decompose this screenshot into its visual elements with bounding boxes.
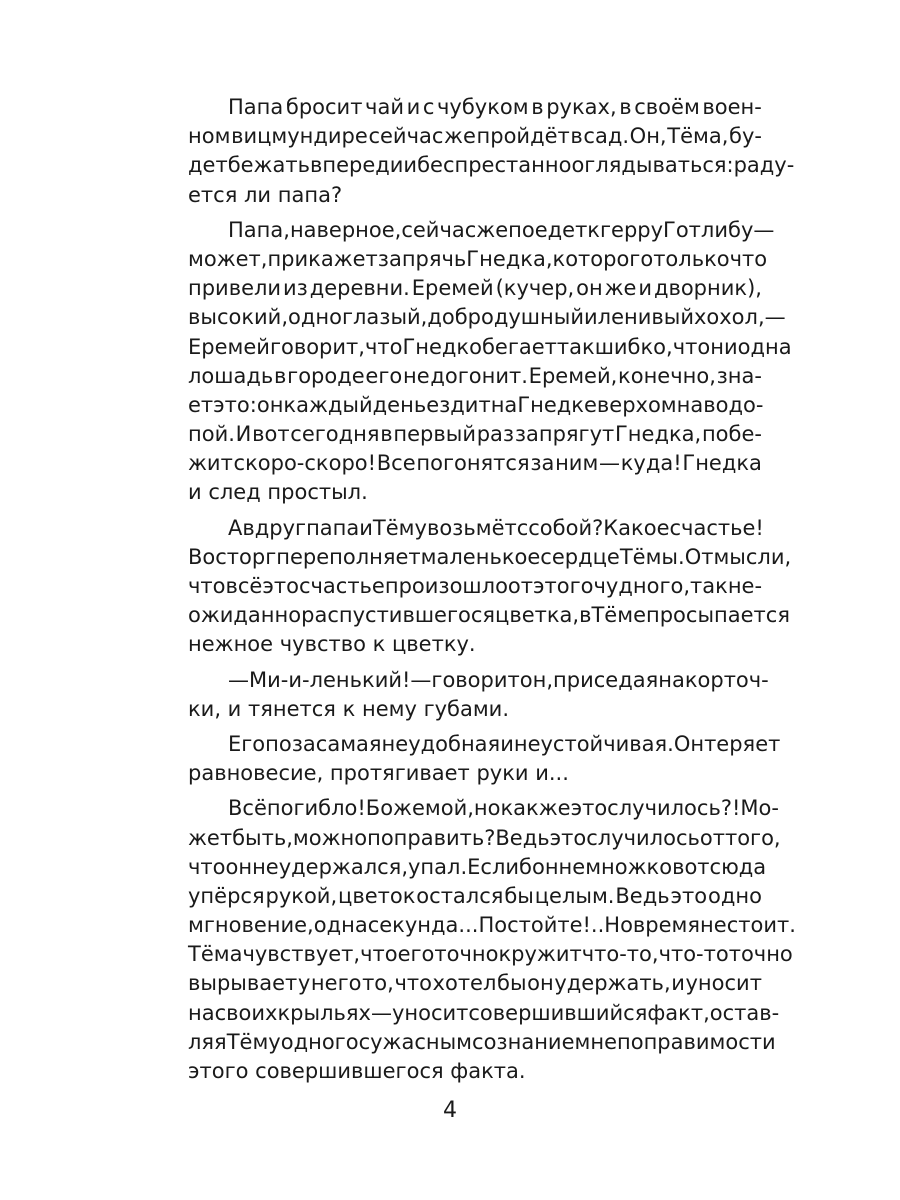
text-line: высокий, одноглазый, добродушный и ленивый хохол, — [188,305,786,330]
paragraph [188,514,792,660]
text-line: ки, и тянется к нему губами. [188,696,510,721]
text-line: Восторг переполняет маленькое сердце Тёмы. От мысли, [188,544,792,569]
text-line: нежное чувство к цветку. [188,632,476,657]
body-text [188,93,796,1086]
text-line: привели из деревни. Еремей (кучер, он же и дворник), [188,276,762,301]
text-line: ет это: он каждый день ездит на Гнедке верхом на водо- [188,392,764,417]
text-line: вырывает у него то, что хотел бы он удержать, и уносит [188,971,762,996]
text-line: Папа, наверное, сейчас же поедет к герру Готлибу — [228,217,775,242]
text-line: равновесие, протягивает руки и... [188,761,569,786]
paragraph [188,794,796,1086]
text-line: А вдруг папа и Тёму возьмёт с собой? Какое счастье! [228,515,764,540]
text-line: и след простыл. [188,480,368,505]
page-number: 4 [443,1098,457,1123]
text-line: Еремей говорит, что Гнедко бегает так шибко, что ни одна [188,334,792,359]
text-line: жет быть, можно поправить? Ведь это случилось оттого, [188,825,781,850]
text-line: Его поза самая неудобная и неустойчивая. Он теряет [228,731,781,756]
text-line: на своих крыльях — уносит совершившийся факт, остав- [188,1000,780,1025]
text-line: что он не удержался, упал. Если б он немножко вот сюда [188,854,767,879]
text-line: упёрся рукой, цветок остался бы целым. Ведь это одно [188,883,762,908]
text-line: пой. И вот сегодня в первый раз запрягут Гнедка, побе- [188,422,762,447]
text-line: Папа бросит чай и с чубуком в руках, в своём воен- [228,95,762,119]
text-line: дет бежать впереди и беспрестанно оглядываться: раду- [188,153,795,178]
text-line: мгновение, одна секунда... Постойте!.. Но время не стоит. [188,913,796,938]
paragraph [188,216,792,508]
text-line: ется ли папа? [188,182,343,207]
paragraph [188,666,769,724]
text-line: Тёма чувствует, что его точно кружит что-то, что-то точно [188,942,793,967]
text-line: что всё это счастье произошло от этого чудного, так не- [188,574,763,598]
text-line: жит скоро-скоро! Все погонятся за ним — куда! Гнедка [188,451,762,476]
text-line: этого совершившегося факта. [188,1059,526,1083]
text-line: ляя Тёму одного с ужасным сознанием непоправимости [188,1029,776,1054]
paragraph [188,730,781,788]
paragraph [188,93,795,210]
text-line: лошадь в городе его не догонит. Еремей, конечно, зна- [188,363,762,388]
text-line: может, прикажет запрячь Гнедка, которого только что [188,246,768,271]
text-line: — Ми-и-ленький! — говорит он, приседая на корточ- [228,667,769,692]
text-line: ном вицмундире сейчас же пройдёт в сад. Он, Тёма, бу- [188,124,762,149]
text-line: ожиданно распустившегося цветка, в Тёме просыпается [188,603,790,628]
text-line: Всё погибло! Боже мой, но как же это случилось?! Мо- [228,796,779,821]
